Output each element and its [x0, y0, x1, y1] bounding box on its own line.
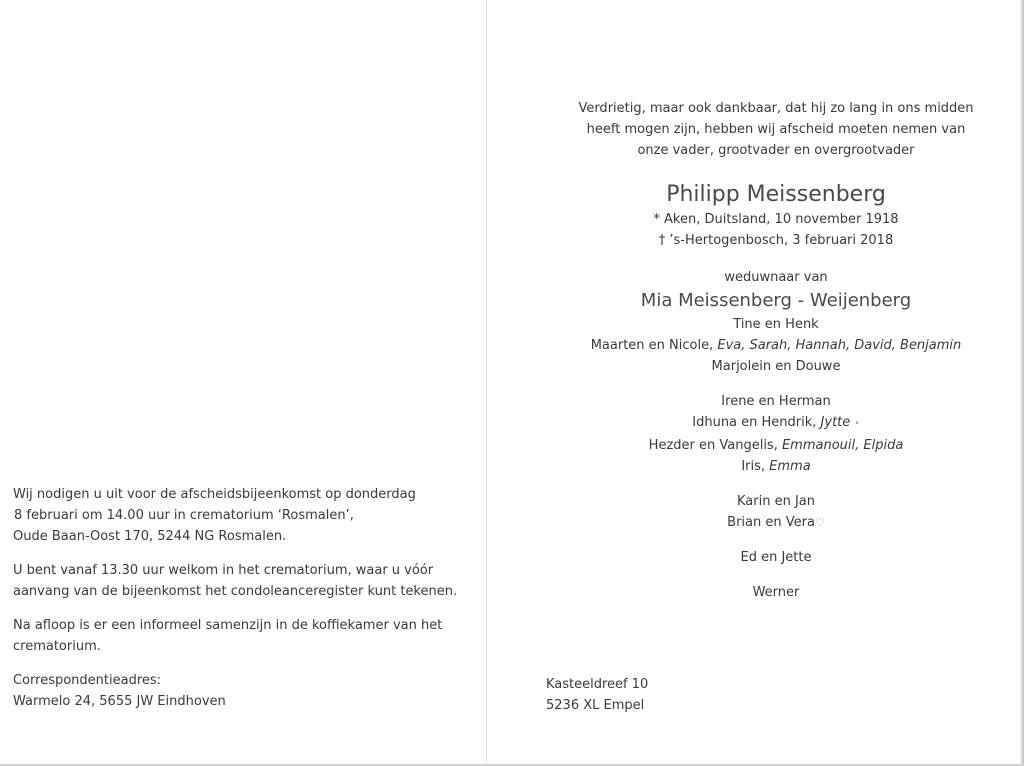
welcome-line: aanvang van de bijeenkomst het condoleanceregister kunt tekenen. — [13, 584, 458, 599]
intro-line: Verdrietig, maar ook dankbaar, dat hij zo lang in ons midden — [578, 101, 974, 116]
family-line: Werner — [752, 585, 800, 600]
family-line: Tine en Henk — [733, 317, 819, 332]
family-group — [528, 491, 1024, 533]
family-line: Ed en Jette — [740, 550, 812, 565]
family-names: Hezder en Vangelis, — [648, 438, 782, 453]
birth-date: * Aken, Duitsland, 10 november 1918 — [653, 212, 899, 227]
family-group — [528, 314, 1024, 377]
family-line — [528, 335, 1024, 356]
afterwards-line: Na afloop is er een informeel samenzijn in de koffiekamer van het — [13, 618, 443, 633]
spouse-name: Mia Meissenberg - Weijenberg — [640, 290, 912, 311]
intro-line: onze vader, grootvader en overgrootvader — [637, 143, 915, 158]
grandchildren-names: Eva, Sarah, Hannah, David, Benjamin — [717, 338, 962, 353]
invitation-line: Oude Baan-Oost 170, 5244 NG Rosmalen. — [13, 529, 287, 544]
family-line: Marjolein en Douwe — [711, 359, 841, 374]
family-line — [528, 456, 1024, 477]
remembrance-dot-icon: • — [854, 419, 860, 429]
welcome-line: U bent vanaf 13.30 uur welkom in het crematorium, waar u vóór — [13, 563, 434, 578]
address-street: Kasteeldreef 10 — [546, 677, 649, 692]
address-city: 5236 XL Empel — [546, 698, 645, 713]
family-names: Maarten en Nicole, — [590, 338, 718, 353]
life-dates — [528, 209, 1024, 251]
correspondence-address: Warmelo 24, 5655 JW Eindhoven — [13, 694, 226, 709]
invitation-line: 8 februari om 14.00 uur in crematorium ‘Rosmalen’, — [14, 508, 354, 523]
family-line — [528, 435, 1024, 456]
left-panel — [13, 484, 473, 712]
family-line: Karin en Jan — [737, 494, 815, 509]
family-names: Brian en Vera — [727, 515, 815, 530]
grandchildren-names: Jytte — [820, 415, 851, 430]
grandchildren-names: Emma — [769, 459, 811, 474]
family-address — [546, 674, 648, 716]
heart-icon: ♡ — [814, 516, 825, 529]
afterwards-line: crematorium. — [13, 639, 101, 654]
deceased-name: Philipp Meissenberg — [666, 182, 886, 207]
right-panel — [528, 98, 1024, 617]
family-names: Idhuna en Hendrik, — [692, 415, 821, 430]
death-date: † ’s-Hertogenbosch, 3 februari 2018 — [658, 233, 894, 248]
family-group — [528, 547, 1024, 568]
intro-line: heeft mogen zijn, hebben wij afscheid moeten nemen van — [586, 122, 966, 137]
card-fold — [486, 0, 487, 766]
correspondence-label: Correspondentieadres: — [13, 673, 162, 688]
family-group — [528, 391, 1024, 477]
family-line — [528, 512, 1024, 533]
family-group — [528, 582, 1024, 603]
invitation-line: Wij nodigen u uit voor de afscheidsbijeenkomst op donderdag — [13, 487, 416, 502]
widower-label: weduwnaar van — [724, 270, 828, 285]
grandchildren-names: Emmanouil, Elpida — [781, 438, 904, 453]
intro-text — [528, 98, 1024, 161]
family-line — [528, 412, 1024, 435]
family-line: Irene en Herman — [721, 394, 831, 409]
family-names: Iris, — [741, 459, 770, 474]
